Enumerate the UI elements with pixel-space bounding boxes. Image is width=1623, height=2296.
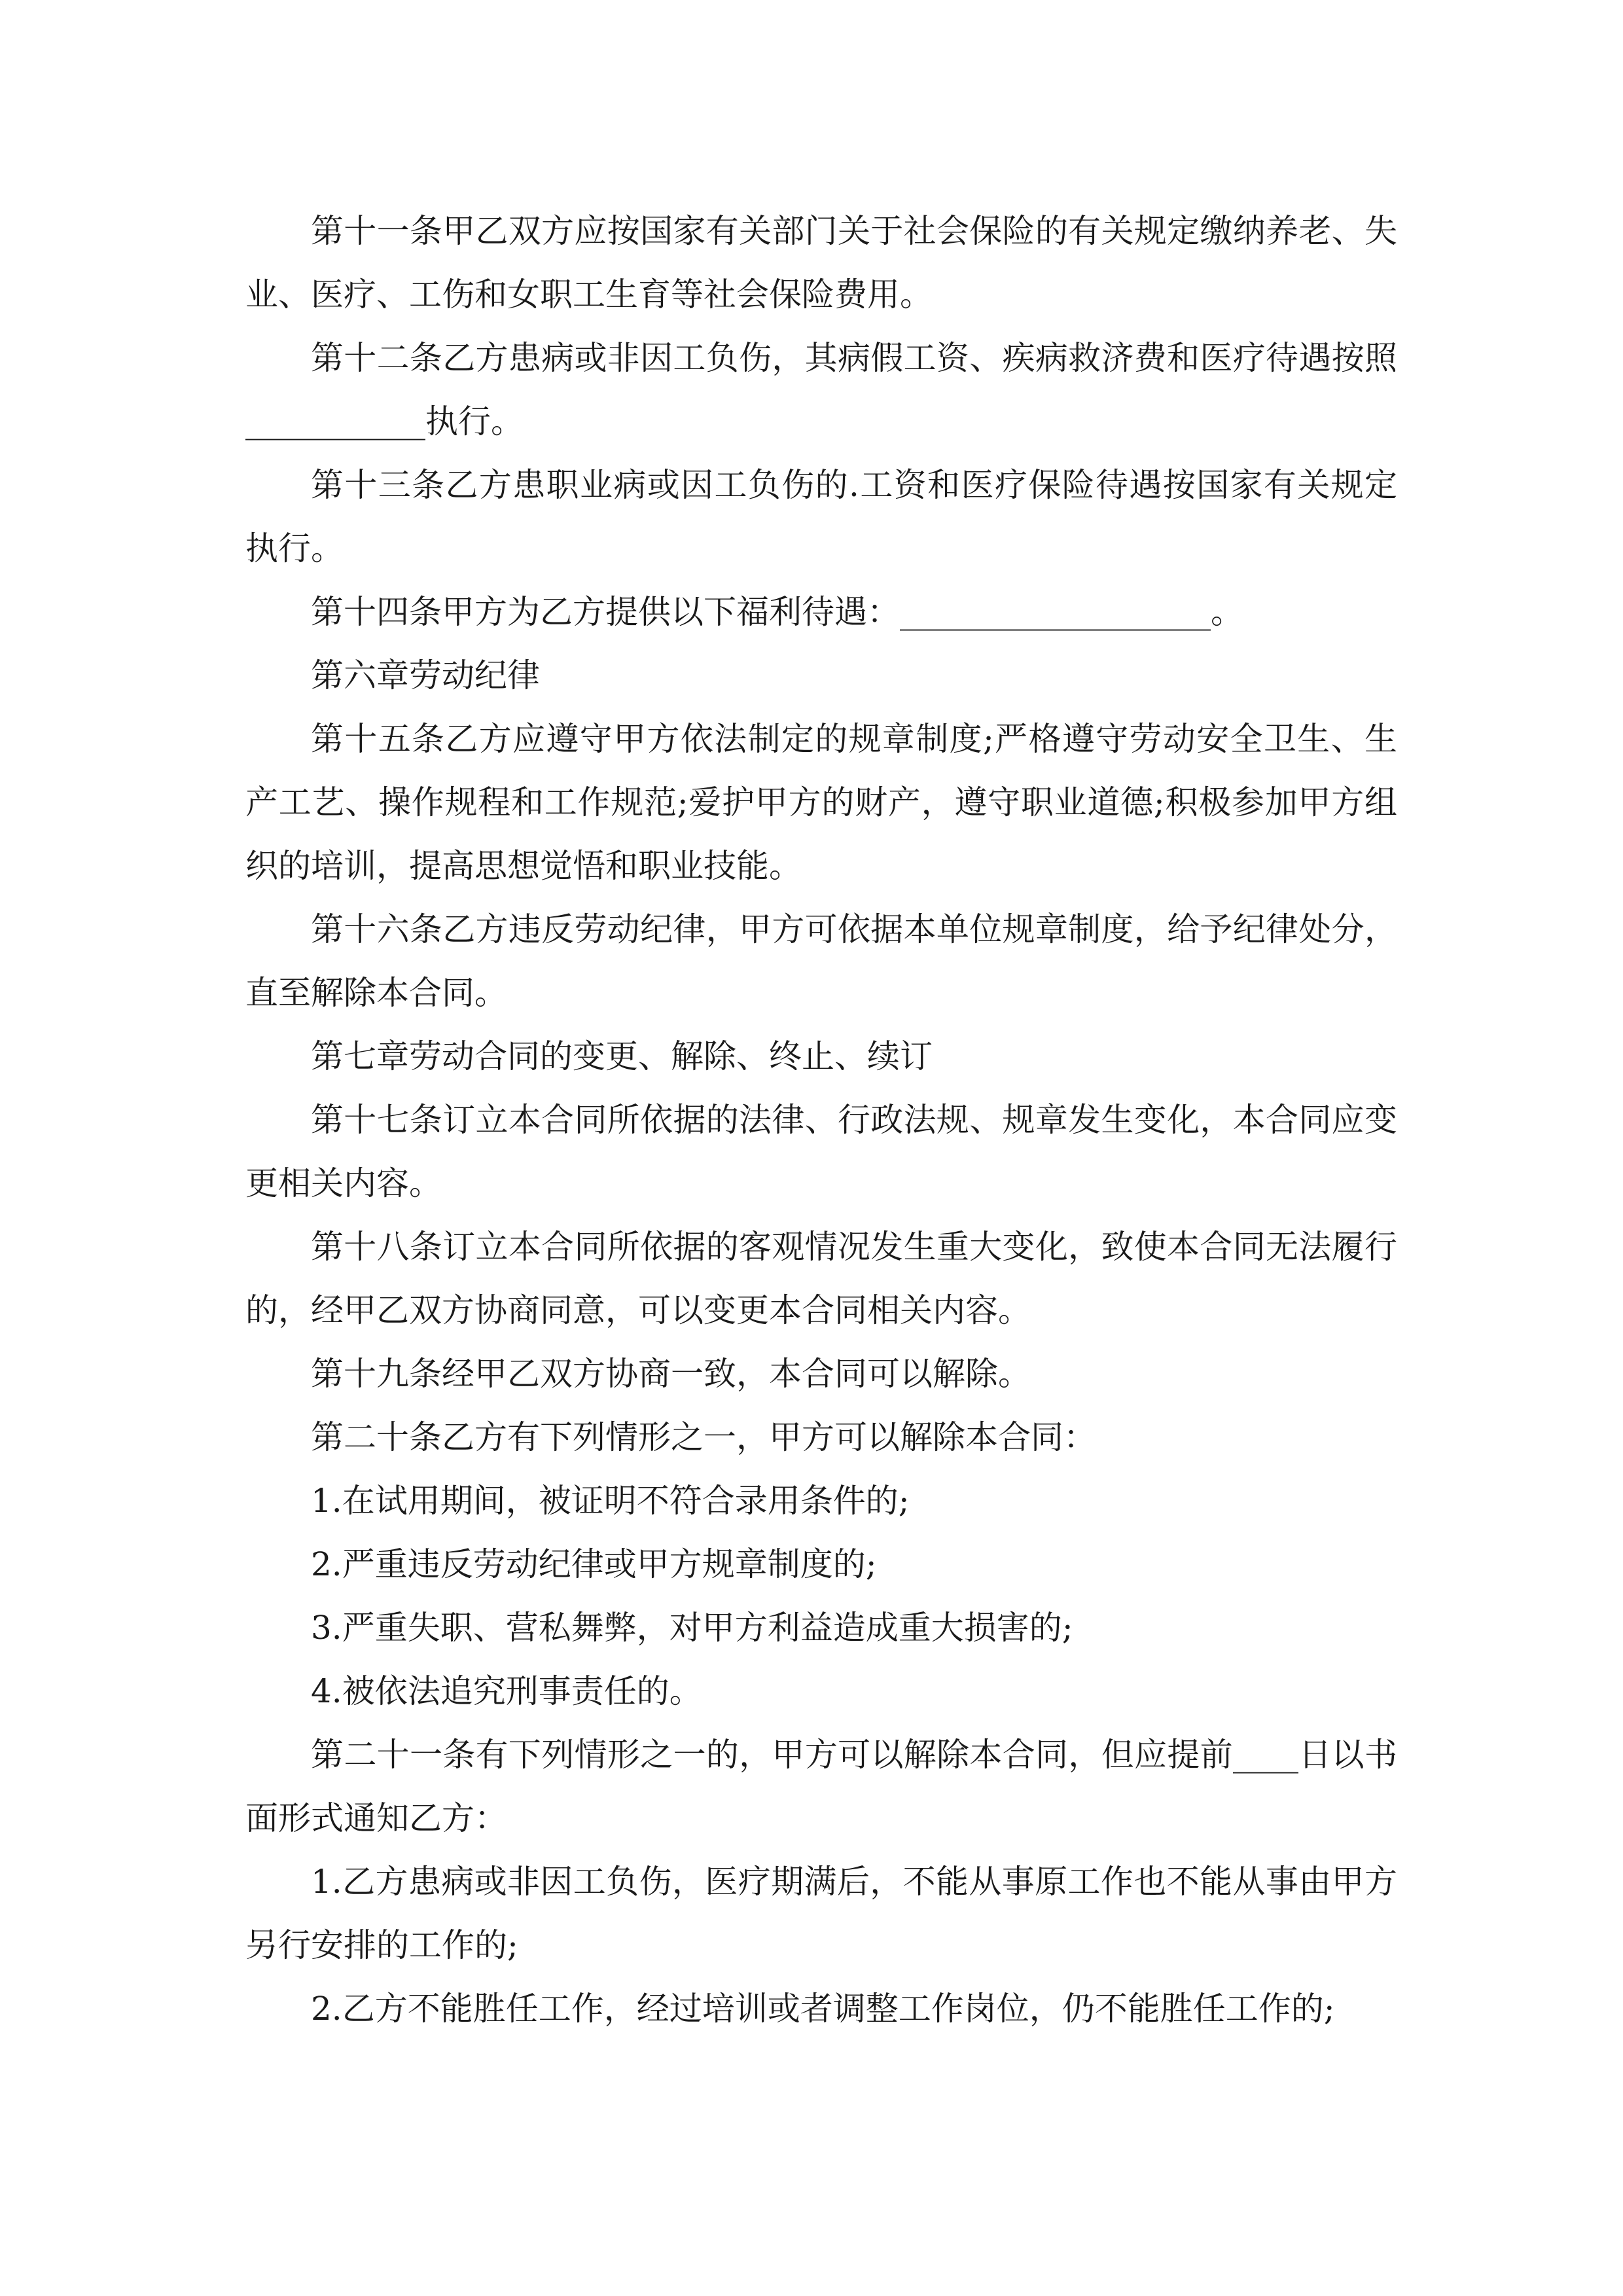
article-15-paragraph: 第十五条乙方应遵守甲方依法制定的规章制度;严格遵守劳动安全卫生、生产工艺、操作规程和工作规范;爱护甲方的财产，遵守职业道德;积极参加甲方组织的培训，提高思想觉悟和职业技能。 <box>245 720 1397 885</box>
article-14-paragraph: 第十四条甲方为乙方提供以下福利待遇：___________________。 <box>311 593 1243 631</box>
article-17-paragraph: 第十七条订立本合同所依据的法律、行政法规、规章发生变化，本合同应变更相关内容。 <box>245 1101 1397 1202</box>
chapter-7-heading: 第七章劳动合同的变更、解除、终止、续订 <box>311 1037 933 1075</box>
article-13-paragraph: 第十三条乙方患职业病或因工负伤的.工资和医疗保险待遇按国家有关规定执行。 <box>245 466 1397 567</box>
article-21-paragraph: 第二十一条有下列情形之一的，甲方可以解除本合同，但应提前____日以书面形式通知乙方： <box>245 1736 1397 1837</box>
article-20-item-4: 4.被依法追究刑事责任的。 <box>311 1672 702 1710</box>
article-20-item-3: 3.严重失职、营私舞弊，对甲方利益造成重大损害的; <box>311 1609 1073 1647</box>
article-20-item-1: 1.在试用期间，被证明不符合录用条件的; <box>311 1482 910 1520</box>
document-body <box>245 200 1397 2041</box>
article-20-item-2: 2.严重违反劳动纪律或甲方规章制度的; <box>311 1545 877 1583</box>
article-12-paragraph: 第十二条乙方患病或非因工负伤，其病假工资、疾病救济费和医疗待遇按照___________执行。 <box>245 339 1397 440</box>
chapter-6-heading: 第六章劳动纪律 <box>311 656 540 694</box>
article-21-item-1: 1.乙方患病或非因工负伤，医疗期满后，不能从事原工作也不能从事由甲方另行安排的工作的; <box>245 1863 1397 1964</box>
article-16-paragraph: 第十六条乙方违反劳动纪律，甲方可依据本单位规章制度，给予纪律处分，直至解除本合同。 <box>245 910 1397 1012</box>
article-18-paragraph: 第十八条订立本合同所依据的客观情况发生重大变化，致使本合同无法履行的，经甲乙双方协商同意，可以变更本合同相关内容。 <box>245 1228 1397 1329</box>
article-11-paragraph: 第十一条甲乙双方应按国家有关部门关于社会保险的有关规定缴纳养老、失业、医疗、工伤和女职工生育等社会保险费用。 <box>245 212 1397 314</box>
article-21-item-2: 2.乙方不能胜任工作，经过培训或者调整工作岗位，仍不能胜任工作的; <box>311 1990 1335 2028</box>
article-19-paragraph: 第十九条经甲乙双方协商一致，本合同可以解除。 <box>311 1355 1031 1393</box>
article-20-paragraph: 第二十条乙方有下列情形之一，甲方可以解除本合同： <box>311 1418 1096 1456</box>
